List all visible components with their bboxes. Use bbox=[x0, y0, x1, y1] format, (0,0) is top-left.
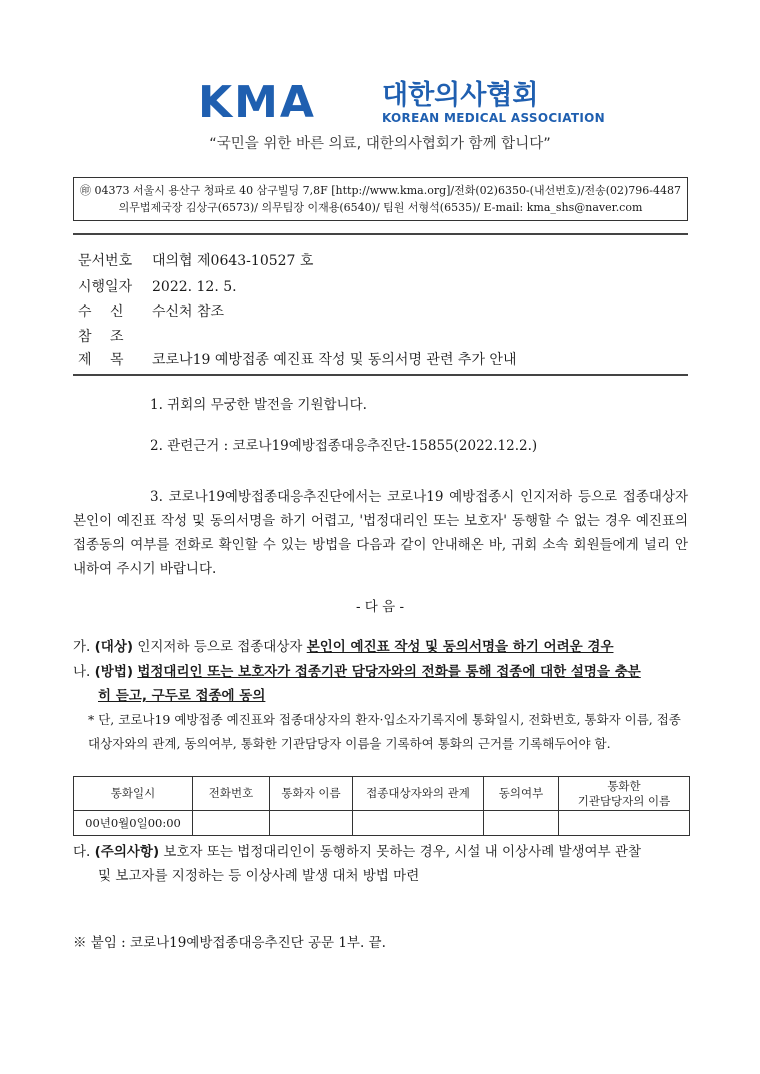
item-c-prefix: 다. bbox=[73, 844, 95, 860]
org-name-english: KOREAN MEDICAL ASSOCIATION bbox=[382, 111, 605, 125]
issue-date: 2022. 12. 5. bbox=[152, 279, 237, 295]
divider-top bbox=[73, 233, 688, 235]
item-target bbox=[73, 635, 693, 659]
subject: 코로나19 예방접종 예진표 작성 및 동의서명 관련 추가 안내 bbox=[152, 352, 517, 368]
note: * 단, 코로나19 예방접종 예진표와 접종대상자의 환자·입소자기록지에 통화일시, 전화번호, 통화자 이름, 접종대상자와의 관계, 동의여부, 통화한 기관담당자 이름을 기록하여 통화의 근거를 기록해두어야 함. bbox=[88, 712, 681, 751]
th-caller-name: 통화자 이름 bbox=[270, 777, 353, 811]
cell-relationship bbox=[353, 811, 484, 836]
item-b-tag: (방법) bbox=[94, 664, 134, 680]
cell-consent bbox=[484, 811, 559, 836]
reference-label-2: 조 bbox=[110, 329, 124, 345]
cell-caller-name bbox=[270, 811, 353, 836]
item-c-tag: (주의사항) bbox=[94, 844, 160, 860]
paragraph-3: 3. 코로나19예방접종대응추진단에서는 코로나19 예방접종시 인지저하 등으로 접종대상자 본인이 예진표 작성 및 동의서명을 하기 어렵고, '법정대리인 또는 보호자' 동행할 수 없는 경우 예진표의 접종동의 여부를 전화로 확인할 수 있는 방법을 다음과 같이 안내해온 바, 귀회 소속 회원들에게 널리 안내하여 주시기 바랍니다. bbox=[73, 489, 688, 577]
th-staff-name bbox=[559, 777, 690, 811]
item-method bbox=[73, 660, 693, 684]
section-heading: - 다 음 - bbox=[355, 599, 405, 615]
th-staff-name-line2: 기관담당자의 이름 bbox=[577, 793, 671, 808]
date-label: 시행일자 bbox=[78, 279, 133, 295]
item-a-tag: (대상) bbox=[94, 639, 134, 655]
doc-number-row bbox=[78, 252, 313, 270]
th-relationship: 접종대상자와의 관계 bbox=[353, 777, 484, 811]
subject-row bbox=[78, 351, 516, 369]
recipient-row bbox=[78, 303, 224, 321]
table-row bbox=[74, 811, 690, 836]
item-a-underlined: 본인이 예진표 작성 및 동의서명을 하기 어려운 경우 bbox=[306, 639, 614, 655]
kma-logo: KMA bbox=[198, 77, 316, 128]
attachment-note: ※ 붙임 : 코로나19예방접종대응추진단 공문 1부. 끝. bbox=[73, 935, 386, 951]
th-phone: 전화번호 bbox=[193, 777, 270, 811]
item-a-prefix: 가. bbox=[73, 639, 95, 655]
item-caution bbox=[73, 840, 693, 864]
th-staff-name-line1: 통화한 bbox=[607, 778, 641, 793]
contact-line-1: ㊞ 04373 서울시 용산구 청파로 40 삼구빌딩 7,8F [http://www.kma.org]/전화(02)6350-(내선번호)/전송(02)796-4487 bbox=[80, 184, 681, 197]
divider-subject bbox=[73, 374, 688, 376]
paragraph-2: 2. 관련근거 : 코로나19예방접종대응추진단-15855(2022.12.2.) bbox=[150, 438, 538, 454]
item-a-text: 인지저하 등으로 접종대상자 bbox=[133, 639, 307, 655]
date-row bbox=[78, 278, 237, 296]
reference-label-1: 참 bbox=[78, 329, 92, 345]
slogan: “국민을 위한 바른 의료, 대한의사협회가 함께 합니다” bbox=[209, 136, 551, 152]
subject-label-1: 제 bbox=[78, 352, 92, 368]
doc-number-label: 문서번호 bbox=[78, 253, 133, 269]
contact-box bbox=[73, 177, 688, 221]
item-b-prefix: 나. bbox=[73, 664, 95, 680]
item-b-underlined-1: 법정대리인 또는 보호자가 접종기관 담당자와의 전화를 통해 접종에 대한 설명을 충분 bbox=[137, 664, 641, 680]
call-record-table bbox=[73, 776, 690, 836]
recipient: 수신처 참조 bbox=[152, 304, 225, 320]
reference-row bbox=[78, 328, 152, 346]
contact-line-2: 의무법제국장 김상구(6573)/ 의무팀장 이재용(6540)/ 팀원 서형석(6535)/ E-mail: kma_shs@naver.com bbox=[118, 201, 643, 214]
th-call-datetime: 통화일시 bbox=[74, 777, 193, 811]
subject-label-2: 목 bbox=[110, 352, 124, 368]
cell-call-datetime: 00년0월0일00:00 bbox=[74, 811, 193, 836]
recipient-label-1: 수 bbox=[78, 304, 92, 320]
cell-staff-name bbox=[559, 811, 690, 836]
cell-phone bbox=[193, 811, 270, 836]
org-name-korean: 대한의사협회 bbox=[382, 80, 539, 111]
item-b-underlined-2: 히 듣고, 구두로 접종에 동의 bbox=[98, 688, 266, 704]
item-c-text-1: 보호자 또는 법정대리인이 동행하지 못하는 경우, 시설 내 이상사례 발생여부 관찰 bbox=[159, 844, 641, 860]
recipient-label-2: 신 bbox=[110, 304, 124, 320]
doc-number: 대의협 제0643-10527 호 bbox=[152, 253, 314, 269]
paragraph-1: 1. 귀회의 무궁한 발전을 기원합니다. bbox=[150, 397, 367, 413]
item-caution-cont: 및 보고자를 지정하는 등 이상사례 발생 대처 방법 마련 bbox=[98, 868, 420, 884]
th-consent: 동의여부 bbox=[484, 777, 559, 811]
table-header-row bbox=[74, 777, 690, 811]
item-method-cont bbox=[98, 684, 718, 708]
